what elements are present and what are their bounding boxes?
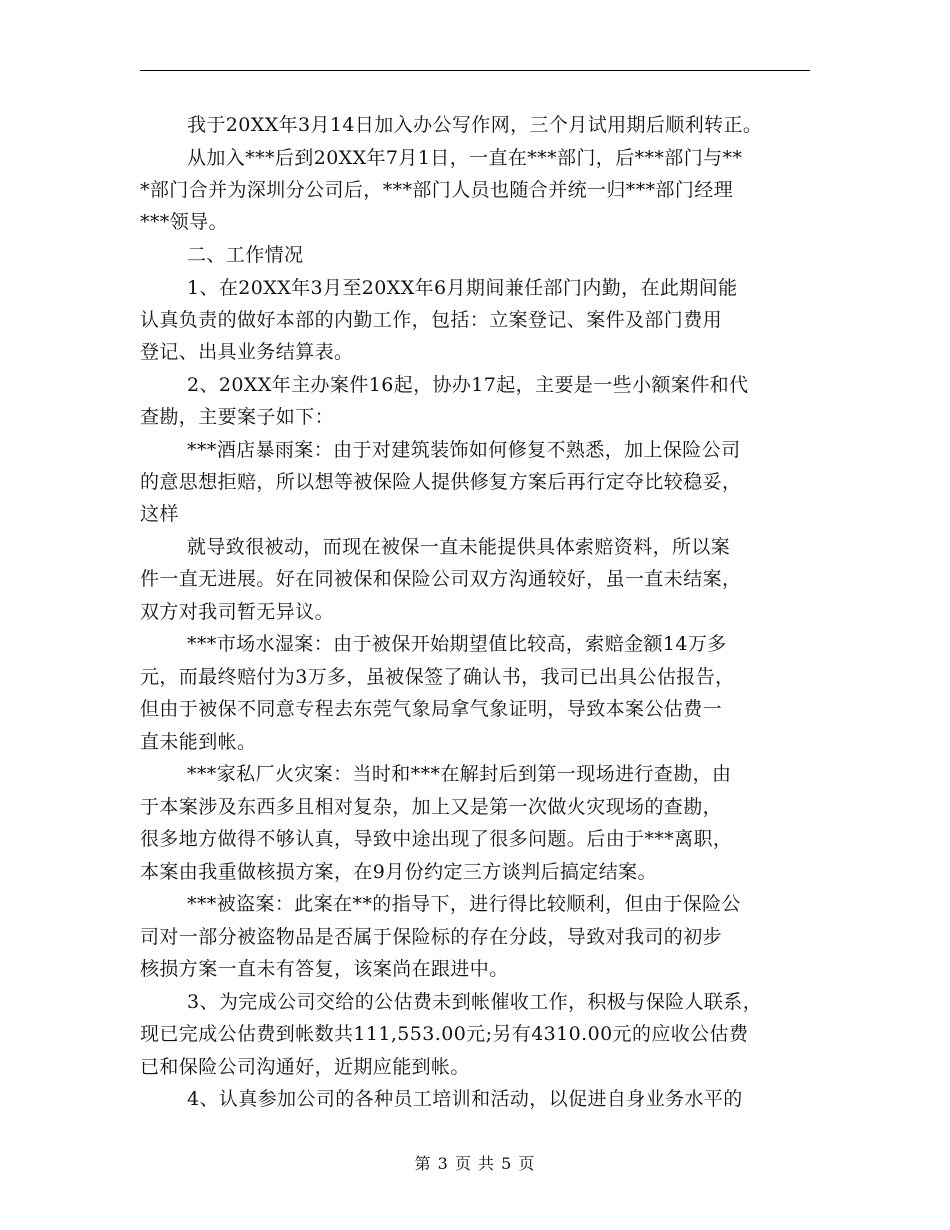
text-line: 3、为完成公司交给的公估费未到帐催收工作，积极与保险人联系， <box>187 991 763 1013</box>
text-line: 查勘，主要案子如下： <box>140 406 335 428</box>
text-line: ***家私厂火灾案：当时和***在解封后到第一现场进行查勘，由 <box>187 763 732 785</box>
header-rule <box>140 70 810 71</box>
text-line: 4、认真参加公司的各种员工培训和活动，以促进自身业务水平的 <box>187 1088 743 1110</box>
text-line: 已和保险公司沟通好，近期应能到帐。 <box>140 1056 470 1078</box>
text-line: 我于20XX年3月14日加入办公写作网，三个月试用期后顺利转正。 <box>187 114 763 136</box>
text-line: *部门合并为深圳分公司后，***部门人员也随合并统一归***部门经理 <box>140 179 734 201</box>
text-line: 直未能到帐。 <box>140 731 257 753</box>
text-line: 于本案涉及东西多且相对复杂，加上又是第一次做火灾现场的查勘， <box>140 796 723 818</box>
text-line: 元，而最终赔付为3万多，虽被保签了确认书，我司已出具公估报告， <box>140 666 735 688</box>
text-line: 双方对我司暂无异议。 <box>140 601 335 623</box>
text-line: 件一直无进展。好在同被保和保险公司双方沟通较好，虽一直未结案， <box>140 568 742 590</box>
section-heading: 二、工作情况 <box>187 244 304 266</box>
text-line: ***酒店暴雨案：由于对建筑装饰如何修复不熟悉，加上保险公司 <box>187 439 741 461</box>
text-line: ***被盗案：此案在**的指导下，进行得比较顺利，但由于保险公 <box>187 893 741 915</box>
text-line: 的意思想拒赔，所以想等被保险人提供修复方案后再行定夺比较稳妥， <box>140 471 742 493</box>
text-line: 本案由我重做核损方案，在9月份约定三方谈判后搞定结案。 <box>140 861 657 883</box>
page-number: 第 3 页 共 5 页 <box>414 1154 536 1173</box>
text-line: 核损方案一直未有答复，该案尚在跟进中。 <box>140 958 509 980</box>
text-line: 就导致很被动，而现在被保一直未能提供具体索赔资料，所以案 <box>187 536 731 558</box>
text-line: ***市场水湿案：由于被保开始期望值比较高，索赔金额14万多 <box>187 633 727 655</box>
text-line: 登记、出具业务结算表。 <box>140 341 354 363</box>
text-line: 但由于被保不同意专程去东莞气象局拿气象证明，导致本案公估费一 <box>140 698 723 720</box>
text-line: 2、20XX年主办案件16起，协办17起，主要是一些小额案件和代 <box>187 374 749 396</box>
text-line: 这样 <box>140 503 179 525</box>
text-line: 司对一部分被盗物品是否属于保险标的存在分歧，导致对我司的初步 <box>140 926 723 948</box>
text-line: 1、在20XX年3月至20XX年6月期间兼任部门内勤，在此期间能 <box>187 277 738 299</box>
text-line: ***领导。 <box>140 211 228 233</box>
text-line: 很多地方做得不够认真，导致中途出现了很多问题。后由于***离职， <box>140 828 733 850</box>
text-line: 现已完成公估费到帐数共111,553.00元;另有4310.00元的应收公估费 <box>140 1023 749 1045</box>
text-line: 认真负责的做好本部的内勤工作，包括：立案登记、案件及部门费用 <box>140 309 723 331</box>
text-line: 从加入***后到20XX年7月1日，一直在***部门，后***部门与** <box>187 147 743 169</box>
